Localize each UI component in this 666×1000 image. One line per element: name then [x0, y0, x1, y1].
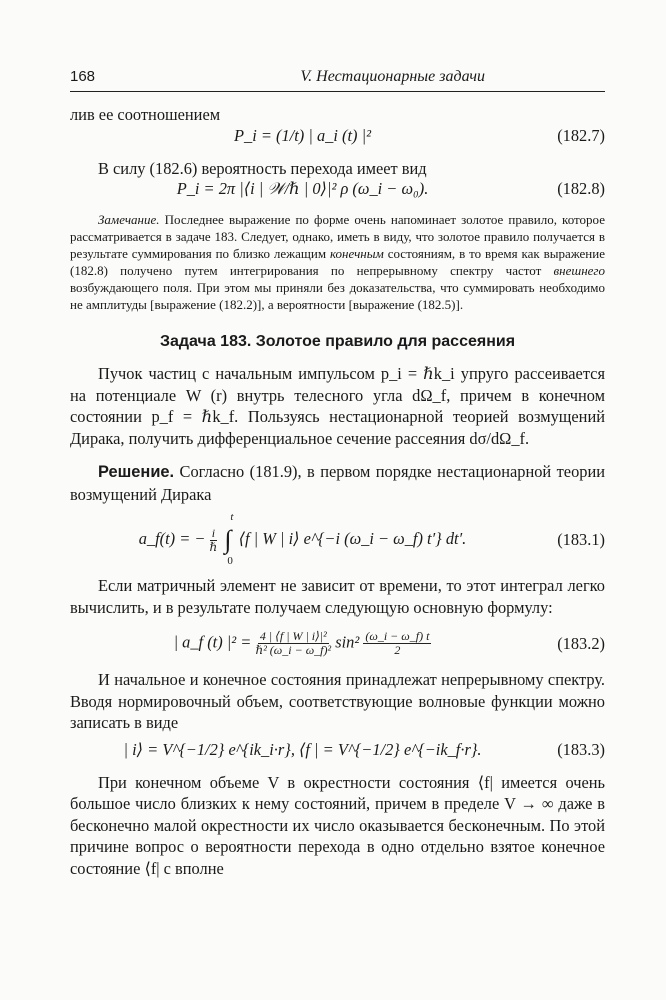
equation-rhs: ⟨f | W | i⟩ e^{−i (ω_i − ω_f) t′} dt′.	[238, 528, 467, 548]
upper-limit: t	[230, 511, 234, 523]
remark-text-3: возбуждающего поля. При этом мы приняли без доказательства, что суммировать необходимо не амплитуды [выражение (182.2)], а вероятности [выражение (182.5)].	[70, 280, 605, 312]
equation-number: (183.3)	[557, 739, 605, 759]
remark-text-1: Последнее выражение по форме очень напоминает золотое правило, которое рассматривается в задаче 183. Следует, однако, иметь в виду, что золотое правило получается в результате суммирования по близко лежащим	[70, 212, 605, 261]
lower-limit: 0	[227, 555, 233, 567]
denominator: ℏ² (ω_i − ω_f)²	[255, 643, 332, 657]
running-title: V. Нестационарные задачи	[300, 68, 485, 85]
equation-182-7	[70, 126, 605, 146]
solution-paragraph	[70, 461, 605, 505]
numerator: i	[211, 525, 216, 540]
equation-183-1	[70, 511, 605, 567]
denominator: ℏ	[209, 539, 218, 554]
remark-emphasis-2: внешнего	[553, 263, 605, 278]
paragraph-volume: При конечном объеме V в окрестности состояния ⟨f| имеется очень большое число близких к нему состояний, причем в пределе V → ∞ даже в бесконечно малой окрестности их число оказывается бесконечным. По этой причине вопрос о вероятности перехода в одно отдельно взятое конечное состояние ⟨f| с вполне	[70, 772, 605, 878]
integral-sign: ∫ t 0	[224, 511, 234, 567]
equation-body	[70, 630, 535, 657]
numerator: 4 | ⟨f | W | i⟩|²	[259, 629, 327, 643]
numerator: (ω_i − ω_f) t	[365, 629, 430, 643]
running-header	[70, 68, 605, 92]
solution-label: Решение.	[98, 463, 175, 481]
remark-text-2: состояниям, в то время как выражение (182.8) получено путем интегрирования по непрерывному спектру частот	[70, 246, 605, 278]
paragraph-182-6: В силу (182.6) вероятность перехода имеет вид	[98, 158, 427, 178]
remark-paragraph	[70, 211, 605, 313]
fraction	[363, 630, 431, 657]
equation-number: (182.7)	[557, 125, 605, 145]
equation-body	[70, 511, 535, 567]
equation-183-3	[70, 740, 605, 760]
equation-body: P_i = (1/t) | a_i (t) |²	[234, 125, 371, 145]
equation-182-8	[70, 179, 605, 199]
remark-emphasis-1: конечным	[329, 246, 384, 261]
problem-title: Задача 183. Золотое правило для рассеяния	[159, 333, 516, 350]
equation-body: P_i = 2π |⟨i | 𝒲/ℏ | 0⟩|² ρ (ω_i − ω₀).	[176, 179, 429, 198]
page-number: 168	[70, 68, 96, 85]
intro-text: лив ее соотношением	[70, 105, 221, 124]
equation-lhs: a_f(t) = −	[138, 528, 206, 548]
paragraph-states: И начальное и конечное состояния принадлежат непрерывному спектру. Вводя нормировочный объем, соответствующие волновые функции можно записать в виде	[70, 670, 605, 732]
sine-squared: sin²	[335, 632, 360, 652]
paragraph-integral: Если матричный элемент не зависит от времени, то этот интеграл легко вычислить, и в результате получаем следующую основную формулу:	[70, 576, 605, 617]
equation-183-2	[70, 630, 605, 657]
equation-number: (183.1)	[557, 530, 605, 549]
fraction	[210, 527, 218, 554]
equation-number: (182.8)	[557, 179, 605, 198]
solution-text: Согласно (181.9), в первом порядке нестационарной теории возмущений Дирака	[70, 462, 605, 504]
equation-number: (183.2)	[557, 633, 605, 653]
remark-label: Замечание.	[98, 212, 160, 227]
problem-statement: Пучок частиц с начальным импульсом p_i = ℏk_i упруго рассеивается на потенциале W (r) внутрь телесного угла dΩ_f, причем в конечном состоянии p_f = ℏk_f. Пользуясь нестационарной теорией возмущений Дирака, получить дифференциальное сечение рассеяния dσ/dΩ_f.	[70, 364, 605, 448]
equation-body: | i⟩ = V^{−1/2} e^{ik_i·r}, ⟨f | = V^{−1/2} e^{−ik_f·r}.	[123, 739, 482, 759]
fraction	[255, 630, 331, 657]
denominator: 2	[394, 643, 401, 657]
book-page	[70, 68, 605, 879]
equation-lhs: | a_f (t) |² =	[173, 632, 252, 652]
